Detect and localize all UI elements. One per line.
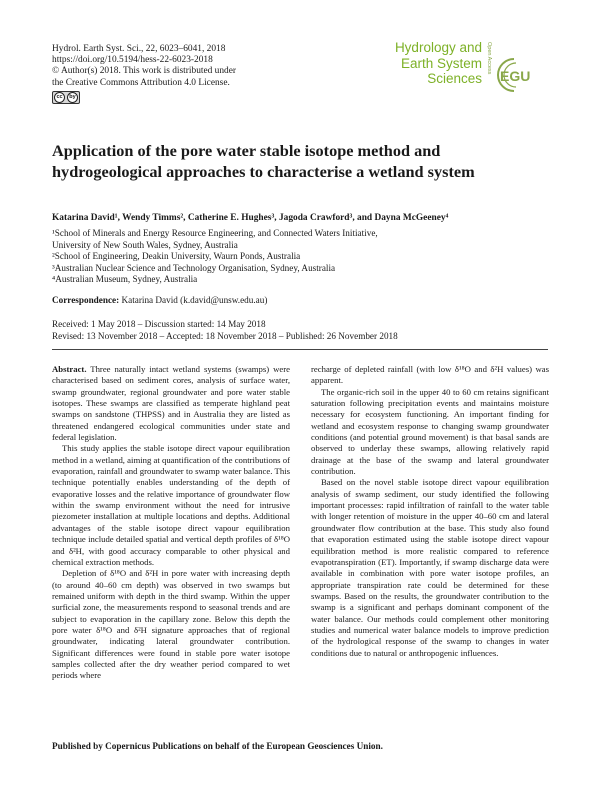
affiliation-line: ³Australian Nuclear Science and Technology Organisation, Sydney, Australia [52, 262, 336, 273]
correspondence-value[interactable]: Katarina David (k.david@unsw.edu.au) [121, 295, 268, 305]
abstract-paragraph [52, 364, 290, 443]
affiliation-line: University of New South Wales, Sydney, Australia [52, 239, 238, 250]
author-list: Katarina David¹, Wendy Timms², Catherine E. Hughes³, Jagoda Crawford³, and Dayna McGeeney⁴ [52, 213, 449, 223]
affiliation-line: ⁴Australian Museum, Sydney, Australia [52, 274, 198, 285]
abstract-paragraph: recharge of depleted rainfall (with low δ¹⁸O and δ²H values) was apparent. [311, 364, 549, 386]
affiliation-line: ¹School of Minerals and Energy Resource Engineering, and Connected Waters Initiative, [52, 228, 378, 238]
section-divider [52, 349, 548, 350]
correspondence-label: Correspondence: [52, 295, 120, 305]
abstract-paragraph: The organic-rich soil in the upper 40 to 60 cm retains significant saturation following precipitation events and maintains moisture necessary for ecosystem functioning. An important finding for wetland and ecosystem response to changing swamp groundwater conditions (and potential ground movement) is that basal sands are observed to underlay these swamps, allowing relatively rapid drainage at the base of the swamp and lateral groundwater contribution. [311, 386, 549, 477]
by-icon: by [67, 92, 78, 103]
cc-by-license-icon[interactable] [52, 91, 80, 104]
abstract-text: Three naturally intact wetland systems (swamps) were characterised based on sediment cores, analysis of surface water, swamp groundwater, regional groundwater and pore water stable isotopes. These swamps are classified as temperate highland peat swamps on sandstone (THPSS) and in Australia they are listed as threatened endangered ecological communities under state and federal legislation. [52, 364, 290, 443]
open-access-label: Open Access [486, 42, 492, 75]
journal-logo-text [390, 40, 482, 87]
abstract-paragraph: Based on the novel stable isotope direct vapour equilibration analysis of swamp sediment, our study identified the following important processes: rapid infiltration of rainfall to the water table with longer retention of moisture in the upper 40–60 cm and lateral groundwater flow contribution at the base. This study also found that evaporation estimated using the stable isotope direct vapour equilibration method is more realistic compared to reference evapotranspiration (ET). Importantly, if swamp discharge data were available in combination with pore water isotope profiles, an appropriate transpiration rate could be determined for these swamps. Based on the results, the groundwater contribution to the swamp is a significant and perhaps dominant component of the water balance. Our methods could complement other monitoring studies and numerical water balance models to improve prediction of the hydrological response of the swamp to changes in water conditions due to natural or anthropogenic influences. [311, 477, 549, 658]
cc-icon: cc [54, 92, 65, 103]
abstract-paragraph: This study applies the stable isotope direct vapour equilibration method in a wetland, aiming at quantification of the contributions of evaporation, rainfall and groundwater to swamp water balance. This technique potentially enables understanding of the depth of evaporative losses and the relative importance of groundwater flow within the swamp environment without the need for intrusive piezometer installation at multiple locations and depths. Additional advantages of the stable isotope direct vapour equilibration technique include detailed spatial and vertical depth profiles of δ¹⁸O and δ²H, with good accuracy comparable to other physical and chemical extraction methods. [52, 443, 290, 567]
affiliations [52, 228, 552, 286]
title-line: hydrogeological approaches to characterise a wetland system [52, 162, 475, 181]
abstract-right-column [311, 364, 549, 659]
citation-header [52, 44, 312, 89]
abstract-paragraph: Depletion of δ¹⁸O and δ²H in pore water with increasing depth (to around 40–60 cm depth) was observed in two swamps but remained uniform with depth in the third swamp. Within the upper surficial zone, the measurements respond to seasonal trends and are subject to evaporation in the capillary zone. Below this depth the pore water δ¹⁸O and δ²H signature approaches that of regional groundwater, indicating lateral groundwater contribution. Significant differences were found in stable pore water isotope samples collected after the dry weather period compared to wet periods where [52, 568, 290, 681]
article-dates [52, 319, 552, 342]
correspondence [52, 295, 552, 305]
license-line: the Creative Commons Attribution 4.0 License. [52, 77, 230, 88]
abstract-label: Abstract. [52, 364, 87, 374]
abstract-left-column [52, 364, 290, 682]
citation-line: Hydrol. Earth Syst. Sci., 22, 6023–6041, 2018 [52, 44, 226, 54]
journal-name-line: Sciences [427, 71, 482, 86]
title-line: Application of the pore water stable isotope method and [52, 141, 441, 160]
journal-name-line: Earth System [400, 55, 482, 71]
publisher-footer: Published by Copernicus Publications on behalf of the European Geosciences Union. [52, 741, 383, 751]
doi-link[interactable]: https://doi.org/10.5194/hess-22-6023-2018 [52, 55, 213, 66]
affiliation-line: ²School of Engineering, Deakin University, Waurn Ponds, Australia [52, 251, 301, 262]
dates-line: Received: 1 May 2018 – Discussion started: 14 May 2018 [52, 319, 266, 329]
copyright-line: © Author(s) 2018. This work is distributed under [52, 66, 237, 77]
egu-logo-text: EGU [500, 68, 531, 84]
paper-title [52, 140, 552, 182]
journal-name-line: Hydrology and [394, 40, 482, 55]
dates-line: Revised: 13 November 2018 – Accepted: 18 November 2018 – Published: 26 November 2018 [52, 330, 398, 341]
egu-logo-icon [492, 55, 548, 95]
